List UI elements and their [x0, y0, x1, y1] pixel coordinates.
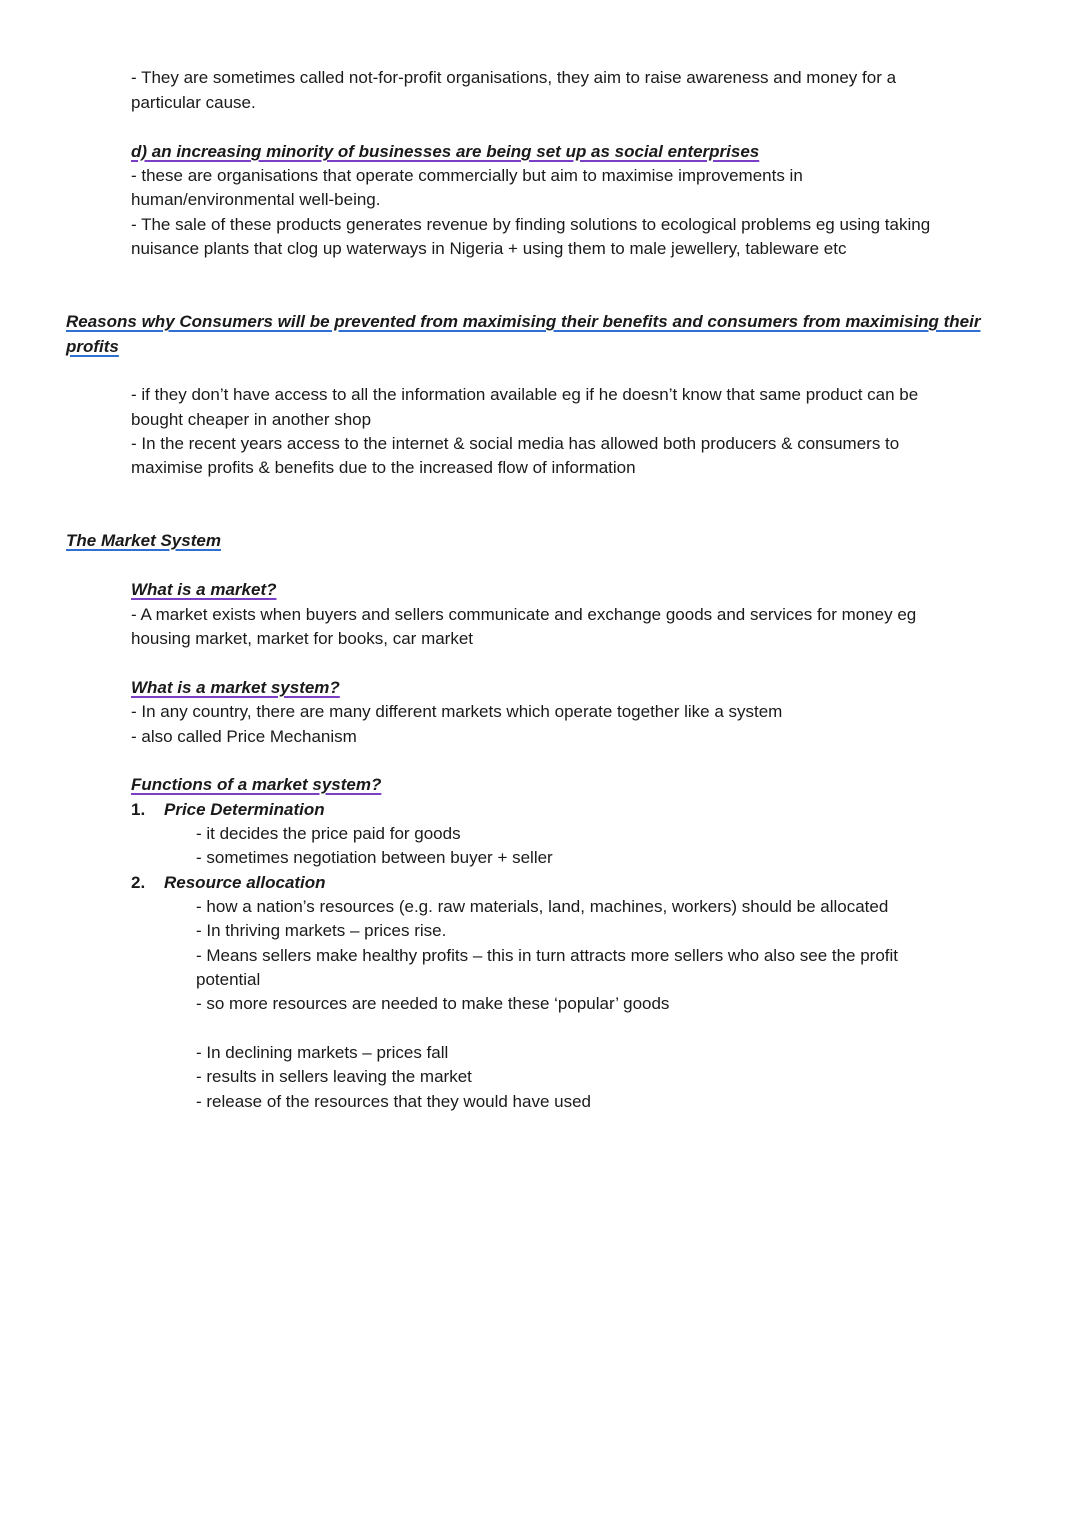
what-is-market-heading: What is a market? [131, 580, 277, 599]
social-enterprises-heading: d) an increasing minority of businesses are being set up as social enterprises [131, 142, 760, 161]
function-detail-line: - release of the resources that they would have used [196, 1092, 592, 1111]
list-number: 1. [131, 800, 146, 819]
what-is-market-system-heading: What is a market system? [131, 678, 340, 697]
what-is-market-line: housing market, market for books, car market [131, 629, 474, 648]
function-detail-line: - so more resources are needed to make these ‘popular’ goods [196, 994, 670, 1013]
function-detail-line: - sometimes negotiation between buyer + seller [196, 848, 553, 867]
function-detail-line: - it decides the price paid for goods [196, 824, 461, 843]
reasons-line: maximise profits & benefits due to the increased flow of information [131, 458, 636, 477]
reasons-line: - if they don’t have access to all the information available eg if he doesn’t know that same product can be [131, 385, 919, 404]
function-detail-line: - Means sellers make healthy profits – this in turn attracts more sellers who also see the profit [196, 946, 899, 965]
functions-heading: Functions of a market system? [131, 775, 382, 794]
what-is-market-line: - A market exists when buyers and sellers communicate and exchange goods and services for money eg [131, 605, 917, 624]
function-detail-line: potential [196, 970, 261, 989]
reasons-heading: Reasons why Consumers will be prevented from maximising their benefits and consumers from maximising their [66, 312, 981, 331]
market-system-heading: The Market System [66, 531, 221, 550]
function-item-resource-allocation [131, 871, 326, 895]
reasons-line: - In the recent years access to the internet & social media has allowed both producers & consumers to [131, 434, 900, 453]
social-enterprises-line: human/environmental well-being. [131, 190, 381, 209]
function-detail-line: - results in sellers leaving the market [196, 1067, 472, 1086]
function-detail-line: - how a nation’s resources (e.g. raw materials, land, machines, workers) should be allocated [196, 897, 889, 916]
function-detail-line: - In declining markets – prices fall [196, 1043, 449, 1062]
intro-line: particular cause. [131, 93, 256, 112]
social-enterprises-line: - The sale of these products generates revenue by finding solutions to ecological problems eg using taking [131, 215, 931, 234]
list-number: 2. [131, 873, 146, 892]
social-enterprises-line: - these are organisations that operate commercially but aim to maximise improvements in [131, 166, 803, 185]
function-item-price-determination [131, 798, 325, 822]
reasons-heading: profits [66, 337, 119, 356]
social-enterprises-line: nuisance plants that clog up waterways in Nigeria + using them to male jewellery, tableware etc [131, 239, 847, 258]
intro-line: - They are sometimes called not-for-profit organisations, they aim to raise awareness and money for a [131, 68, 897, 87]
what-is-market-system-line: - In any country, there are many different markets which operate together like a system [131, 702, 783, 721]
what-is-market-system-line: - also called Price Mechanism [131, 727, 357, 746]
function-title: Price Determination [164, 800, 325, 819]
function-title: Resource allocation [164, 873, 326, 892]
function-detail-line: - In thriving markets – prices rise. [196, 921, 447, 940]
reasons-line: bought cheaper in another shop [131, 410, 372, 429]
